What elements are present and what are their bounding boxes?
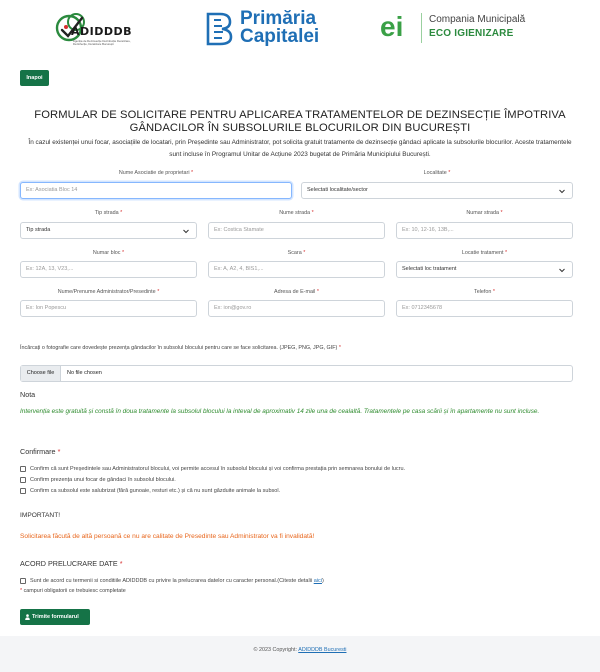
localitate-select[interactable]: Selectati localitate/sector — [301, 182, 573, 199]
numar-strada-input[interactable]: Ex: 10, 12-16, 13B,... — [396, 222, 573, 239]
confirm-checkbox-row[interactable] — [20, 476, 520, 485]
chevron-down-icon — [558, 187, 566, 195]
form-intro: În cazul existenței unui focar, asociațiile de locatari, prin Președinte sau Administrator, pot solicita gratuit tratamente de dezinsecție gândaci aplicate la subsolurile blocurilor. Aceste tratamentele sunt incluse în Programul Unitar de Acțiune 2023 bugetat de Primăria Municipiului București. — [28, 139, 572, 158]
important-title: IMPORTANT! — [20, 512, 61, 519]
chevron-down-icon — [182, 227, 190, 235]
primaria-emblem-icon — [204, 12, 234, 46]
page-footer — [0, 636, 600, 672]
page-header — [0, 0, 600, 64]
eco-igienizare-line2: ECO IGIENIZARE — [429, 28, 514, 39]
numar-bloc-input[interactable]: Ex: 12A, 13, V23,... — [20, 261, 197, 278]
locatie-tratament-select[interactable]: Selectati loc tratament — [396, 261, 573, 278]
acord-checkbox-row[interactable] — [20, 577, 520, 586]
tip-strada-label: Tip strada * — [94, 210, 123, 216]
adidddb-logo-name: ADIDDDB — [71, 25, 133, 38]
numar-strada-label: Numar strada * — [466, 210, 503, 216]
scara-input[interactable]: Ex: A, A2, 4, BIS1,... — [208, 261, 385, 278]
logo-divider — [421, 13, 422, 43]
eco-igienizare-line1: Compania Municipală — [429, 14, 526, 25]
administrator-input[interactable]: Ex: Ion Popescu — [20, 300, 197, 317]
acord-details-link[interactable]: aici — [313, 578, 322, 584]
acord-label: Sunt de acord cu termenii si conditiile ADIDDDB cu privire la prelucrarea datelor cu caracter personal.(Citeste detalii aici) — [30, 578, 324, 584]
nota-text: Intervenția este gratuită și constă în doua tratamente la subsolul blocului la inteval de aproximativ 14 zile una de cealaltă. Tratamentele pe casa scării și în apartamente nu sunt incluse. — [20, 408, 540, 415]
confirm-checkbox-row[interactable] — [20, 487, 520, 496]
confirm-salubrizat-label: Confirm ca subsolul este salubrizat (fără gunoaie, resturi etc.) și că nu sunt găzduite animale la subsol. — [30, 488, 281, 494]
choose-file-button[interactable]: Choose file — [21, 366, 61, 381]
acord-checkbox[interactable] — [20, 578, 26, 584]
numar-bloc-label: Numar bloc * — [92, 250, 125, 256]
required-note: * campuri obligatorii ce trebuiesc completate — [20, 588, 126, 594]
adidddb-logo[interactable] — [52, 8, 152, 58]
upload-label: Încărcați o fotografie care dovedește prezența gândacilor în subsolul blocului pentru care se face solicitarea. (JPEG, PNG, JPG, GIF) * — [20, 345, 341, 351]
confirm-focar-label: Confirm prezența unui focar de gândaci în subsolul blocului. — [30, 477, 176, 483]
photo-file-input[interactable] — [20, 365, 573, 382]
chevron-down-icon — [558, 266, 566, 274]
eco-igienizare-logo[interactable] — [380, 10, 540, 46]
locatie-tratament-label: Locatie tratament * — [461, 250, 508, 256]
confirm-president-checkbox[interactable] — [20, 466, 26, 472]
email-label: Adresa de E-mail * — [274, 289, 319, 295]
confirm-president-label: Confirm că sunt Președintele sau Administratorul blocului, voi permite accesul în subsolul blocului și voi confirma prestația prin semnarea bonului de lucru. — [30, 466, 406, 472]
form-title: FORMULAR DE SOLICITARE PENTRU APLICAREA TRATAMENTELOR DE DEZINSECȚIE ÎMPOTRIVA GÂNDACILOR ÎN SUBSOLURILE BLOCURILOR DIN BUCUREȘTI — [34, 109, 566, 134]
footer-copyright: © 2023 Copyright: ADIDDDB Bucuresti — [253, 647, 347, 653]
confirm-focar-checkbox[interactable] — [20, 477, 26, 483]
email-input[interactable]: Ex: ion@gov.ro — [208, 300, 385, 317]
acord-title: ACORD PRELUCRARE DATE * — [20, 559, 123, 568]
confirm-salubrizat-checkbox[interactable] — [20, 488, 26, 494]
user-icon — [25, 614, 30, 620]
asociatie-label: Nume Asociatie de proprietari * — [118, 170, 194, 176]
telefon-input[interactable]: Ex: 0712345678 — [396, 300, 573, 317]
adidddb-logo-subtitle: Agenția de Dezinsecție Dezinfecție Deratizare, Dezinfecție, Deratizare București — [73, 39, 131, 47]
file-status: No file chosen — [67, 370, 102, 376]
back-button[interactable]: Inapoi — [20, 70, 49, 86]
nume-strada-label: Nume strada * — [279, 210, 314, 216]
submit-button[interactable]: Trimite formularul — [20, 609, 90, 625]
asociatie-input[interactable]: Ex: Asociatia Bloc 14 — [20, 182, 292, 199]
confirmare-title: Confirmare * — [20, 447, 61, 456]
nume-strada-input[interactable]: Ex: Costica Stamate — [208, 222, 385, 239]
primaria-logo[interactable] — [200, 9, 330, 49]
primaria-line2: Capitalei — [240, 26, 320, 47]
primaria-line1: Primăria — [240, 8, 317, 29]
administrator-label: Nume/Prenume Administrator/Presedinte * — [57, 289, 160, 295]
telefon-label: Telefon * — [474, 289, 495, 295]
localitate-label: Localitate * — [423, 170, 451, 176]
tip-strada-select[interactable]: Tip strada — [20, 222, 197, 239]
nota-title: Nota — [20, 390, 36, 399]
important-text: Solicitarea făcută de altă persoană ce nu are calitate de Presedinte sau Administrator va fi invalidată! — [20, 533, 315, 540]
footer-link[interactable]: ADIDDDB Bucuresti — [298, 647, 347, 653]
eco-igienizare-mark: ei — [380, 11, 404, 42]
scara-label: Scara * — [287, 250, 306, 256]
confirm-checkbox-row[interactable] — [20, 465, 520, 474]
